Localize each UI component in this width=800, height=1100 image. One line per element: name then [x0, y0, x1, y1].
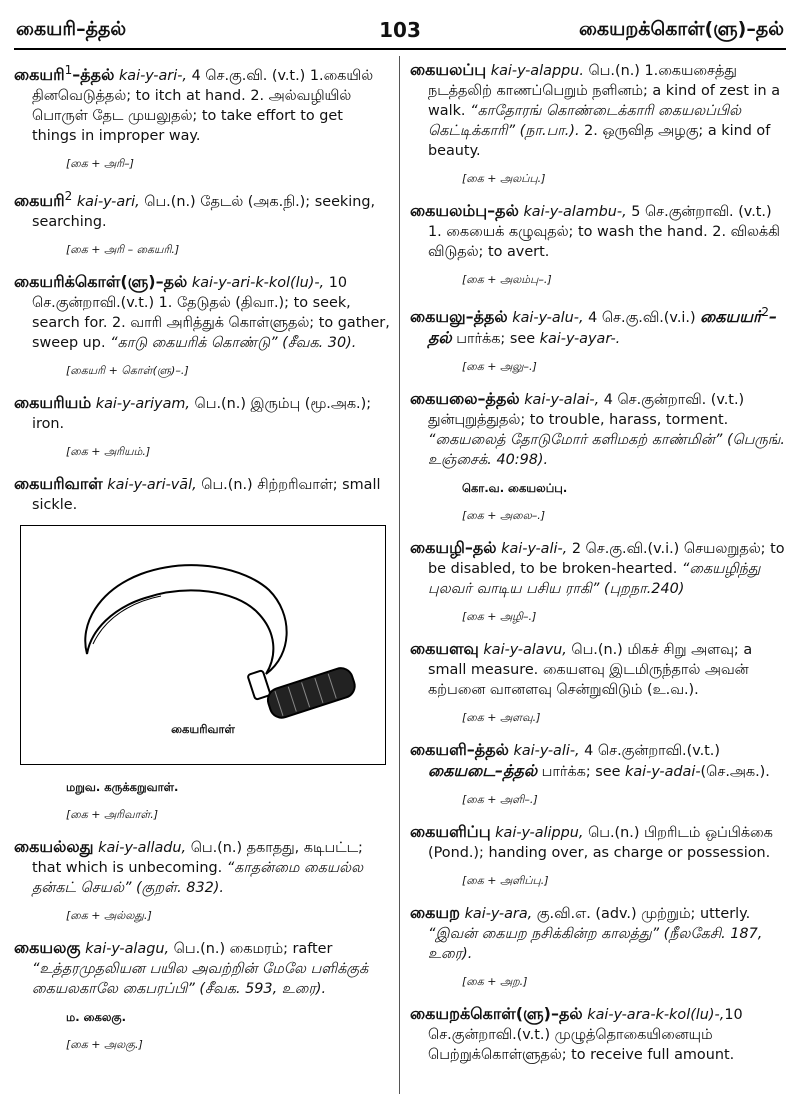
headword: கையலை–த்தல் [410, 388, 520, 408]
definition: 5 செ.குன்றாவி. (v.t.) 1. கையைக் கழுவுதல்; to wash the hand. 2. விலக்கி விடுதல்; to avert. [428, 204, 780, 260]
headword: கையரியம் [14, 392, 92, 412]
cross-reference-transliteration: kai-y-ayar-. [539, 330, 621, 347]
etymology: [கை + அரி–] [66, 156, 134, 170]
definition: 10 செ.குன்றாவி.(v.t.) முழுத்தொகையினையும் பெற்றுக்கொள்ளுதல்; to receive full amount. [428, 1006, 743, 1063]
etymology: [கை + அரி – கையரி.] [66, 242, 180, 256]
right-column [410, 60, 786, 1094]
etymology: [கை + அளவு.] [462, 710, 541, 724]
dictionary-entry [410, 538, 786, 599]
definition: பெ.(n.) தகாதது, கடிபட்ட; that which is unbecoming. [32, 839, 363, 876]
etymology: [கை + அளி–.] [462, 792, 538, 806]
page-header [14, 10, 786, 50]
definition: பெ.(n.) பிறரிடம் ஒப்பிக்கை (Pond.); handing over, as charge or possession. [428, 824, 773, 861]
dictionary-entry [14, 938, 390, 999]
figure-caption: கையரிவாள் [171, 721, 235, 736]
header-first-entry: கையரி–த்தல் [16, 18, 127, 40]
dictionary-entry [410, 903, 786, 964]
definition-continued: 2. ஒருவித அழகு; a kind of beauty. [428, 123, 771, 159]
left-column [14, 60, 390, 1094]
dictionary-entry [410, 1004, 786, 1065]
headword: கையழி–தல் [410, 537, 497, 557]
transliteration: kai-y-alladu, [98, 839, 187, 856]
dictionary-entry [14, 272, 390, 353]
dictionary-entry [410, 740, 786, 782]
dictionary-entry [410, 60, 786, 161]
definition: பெ.(n.) சிற்றரிவாள்; small sickle. [32, 476, 381, 513]
headword: கையரிக்கொள்(ளு)–தல் [14, 271, 188, 291]
headword: கையலப்பு [410, 60, 487, 79]
definition: 4 செ.குன்றாவி.(v.t.) [579, 742, 720, 759]
headword: கையளிப்பு [410, 821, 491, 841]
definition: கு.வி.எ. (adv.) முற்றும்; utterly. [532, 905, 751, 922]
synonym-note: மறுவ. கருக்கறுவாள். [66, 779, 179, 794]
etymology: [கை + அலம்பு–.] [462, 273, 552, 286]
definition: 10 செ.குன்றாவி.(v.t.) 1. தேடுதல் (திவா.); to seek, search for. 2. வாரி அரித்துக் கொள்ளுதல்; to gather, sweep up. [32, 274, 390, 351]
transliteration: kai-y-alippu, [495, 824, 584, 841]
dictionary-entry [410, 201, 786, 262]
etymology: [கையரி + கொள்(ளு)–.] [66, 363, 189, 377]
homonym-number: 1 [64, 63, 73, 77]
transliteration: kai-y-ari-vāl, [107, 476, 197, 493]
etymology: [கை + அளிப்பு.] [462, 873, 549, 887]
quotation: “உத்தரமுதலியன பயில அவற்றின் மேலே பளிக்குக் கையலகாலே கைபரப்பி” (சீவக. 593, உரை). [32, 960, 369, 997]
etymology: [கை + அலகு.] [66, 1037, 143, 1051]
cross-reference-transliteration: kai-y-adai- [625, 763, 701, 780]
quotation: “காதோரங் கொண்டைக்காரி கையலப்பில் கெட்டிக்காரி” (நா.பா.). [428, 103, 742, 139]
transliteration: kai-y-ariyam, [95, 395, 190, 412]
definition: பெ.(n.) 1.கையசைத்து நடத்தலிற் காணப்பெறும் நளினம்; a kind of zest in a walk. [428, 63, 781, 119]
dictionary-entry [14, 393, 390, 434]
transliteration: kai-y-alambu-, [523, 204, 627, 220]
transliteration: kai-y-ari-k-kol(lu)-, [191, 274, 325, 291]
dictionary-entry [410, 639, 786, 700]
transliteration: kai-y-ara, [464, 905, 533, 922]
cognate-note: ம. கைலகு. [66, 1009, 126, 1024]
definition: பெ.(n.) கைமரம்; rafter [169, 940, 333, 957]
quotation: “இவன் கையற நசிக்கின்ற காலத்து” (நீலகேசி. 187, உரை). [428, 925, 763, 962]
transliteration: kai-y-ari-, [118, 67, 187, 84]
headword: கையரி [14, 190, 65, 210]
definition: பெ.(n.) மிகச் சிறு அளவு; a small measure. கையளவு இடமிருந்தால் அவன் கற்பனை வானளவு சென்றுவிடும் (உ.வ.). [428, 641, 753, 698]
quotation: “காடு கையரிக் கொண்டு” (சீவக. 30). [105, 334, 357, 351]
dictionary-entry [14, 60, 390, 146]
dictionary-entry [14, 186, 390, 232]
headword: கையளி–த்தல் [410, 739, 509, 759]
cross-reference-suffix: –தல் [428, 306, 777, 347]
etymology: [கை + அலு–.] [462, 359, 537, 373]
column-divider [399, 56, 400, 1094]
sickle-illustration [20, 525, 386, 765]
transliteration: kai-y-alagu, [85, 940, 170, 957]
etymology: [கை + அற.] [462, 974, 528, 988]
headword: கையறக்கொள்(ளு)–தல் [410, 1003, 583, 1023]
headword: கையரிவாள் [14, 473, 103, 493]
see-text: பார்க்க; see [537, 763, 626, 780]
see-text: பார்க்க; see [451, 330, 540, 347]
transliteration: kai-y-alai-, [524, 391, 600, 408]
etymology: [கை + அரிவாள்.] [66, 807, 159, 821]
headword: கையரி [14, 64, 65, 84]
dictionary-entry [410, 302, 786, 349]
headword: கையலு–த்தல் [410, 306, 508, 326]
definition: 2 செ.கு.வி.(v.i.) செயலறுதல்; to be disabled, to be broken-hearted. [428, 540, 785, 577]
headword: கையல்லது [14, 836, 94, 856]
transliteration: kai-y-ali-, [513, 742, 580, 759]
transliteration: kai-y-ara-k-kol(lu)-, [587, 1006, 725, 1023]
cross-reference-headword: கையடை–த்தல் [428, 760, 538, 780]
cross-reference-headword: கையயர் [700, 306, 762, 326]
etymology: [கை + அரியம்.] [66, 444, 151, 458]
etymology: [கை + அழி–.] [462, 609, 537, 623]
transliteration: kai-y-ali-, [501, 540, 568, 557]
source-abbreviation: (செ.அக.). [700, 763, 770, 780]
etymology: [கை + அல்லது.] [66, 908, 152, 922]
homonym-number: 2 [761, 305, 769, 319]
headword-suffix: –த்தல் [72, 64, 115, 84]
transliteration: kai-y-ari, [76, 193, 140, 210]
quotation: “கையழிந்து புலவர் வாடிய பசிய ராகி” (புறநா.240) [428, 560, 761, 597]
dictionary-entry [410, 822, 786, 863]
homonym-number: 2 [64, 188, 73, 203]
dictionary-entry [14, 837, 390, 898]
headword: கையலகு [14, 937, 81, 957]
transliteration: kai-y-alavu, [483, 641, 567, 658]
etymology: [கை + அலை–.] [462, 508, 545, 522]
etymology: [கை + அலப்பு.] [462, 172, 546, 185]
definition: 4 செ.கு.வி. (v.t.) 1.கையில் தினவெடுத்தல்; to itch at hand. 2. அல்வழியில் பொருள் தேட முயலுதல்; to take effort to get things in improper way. [32, 67, 374, 144]
colloquial-note: கொ.வ. கையலப்பு. [462, 480, 568, 495]
headword: கையளவு [410, 638, 479, 658]
transliteration: kai-y-alu-, [512, 309, 584, 326]
page-number: 103 [379, 18, 421, 42]
dictionary-entry [14, 474, 390, 515]
quotation: “கையலைத் தோடுமோர் களிமகற் காண்மின்” (பெருங். உஞ்சைக். 40:98). [428, 431, 785, 468]
definition: 4 செ.கு.வி.(v.i.) [583, 309, 696, 326]
header-last-entry: கையறக்கொள்(ளு)–தல் [578, 18, 784, 40]
definition: பெ.(n.) தேடல் (அக.நி.); seeking, searching. [32, 193, 376, 230]
headword: கையற [410, 902, 460, 922]
dictionary-entry [410, 389, 786, 470]
definition: 4 செ.குன்றாவி. (v.t.) துன்புறுத்துதல்; to trouble, harass, torment. [428, 391, 745, 428]
transliteration: kai-y-alappu. [490, 63, 584, 79]
definition: பெ.(n.) இரும்பு (மூ.அக.); iron. [32, 395, 372, 432]
quotation: “காதன்மை கையல்ல தன்கட் செயல்” (குறள். 832). [32, 859, 364, 896]
headword: கையலம்பு–தல் [410, 201, 519, 220]
